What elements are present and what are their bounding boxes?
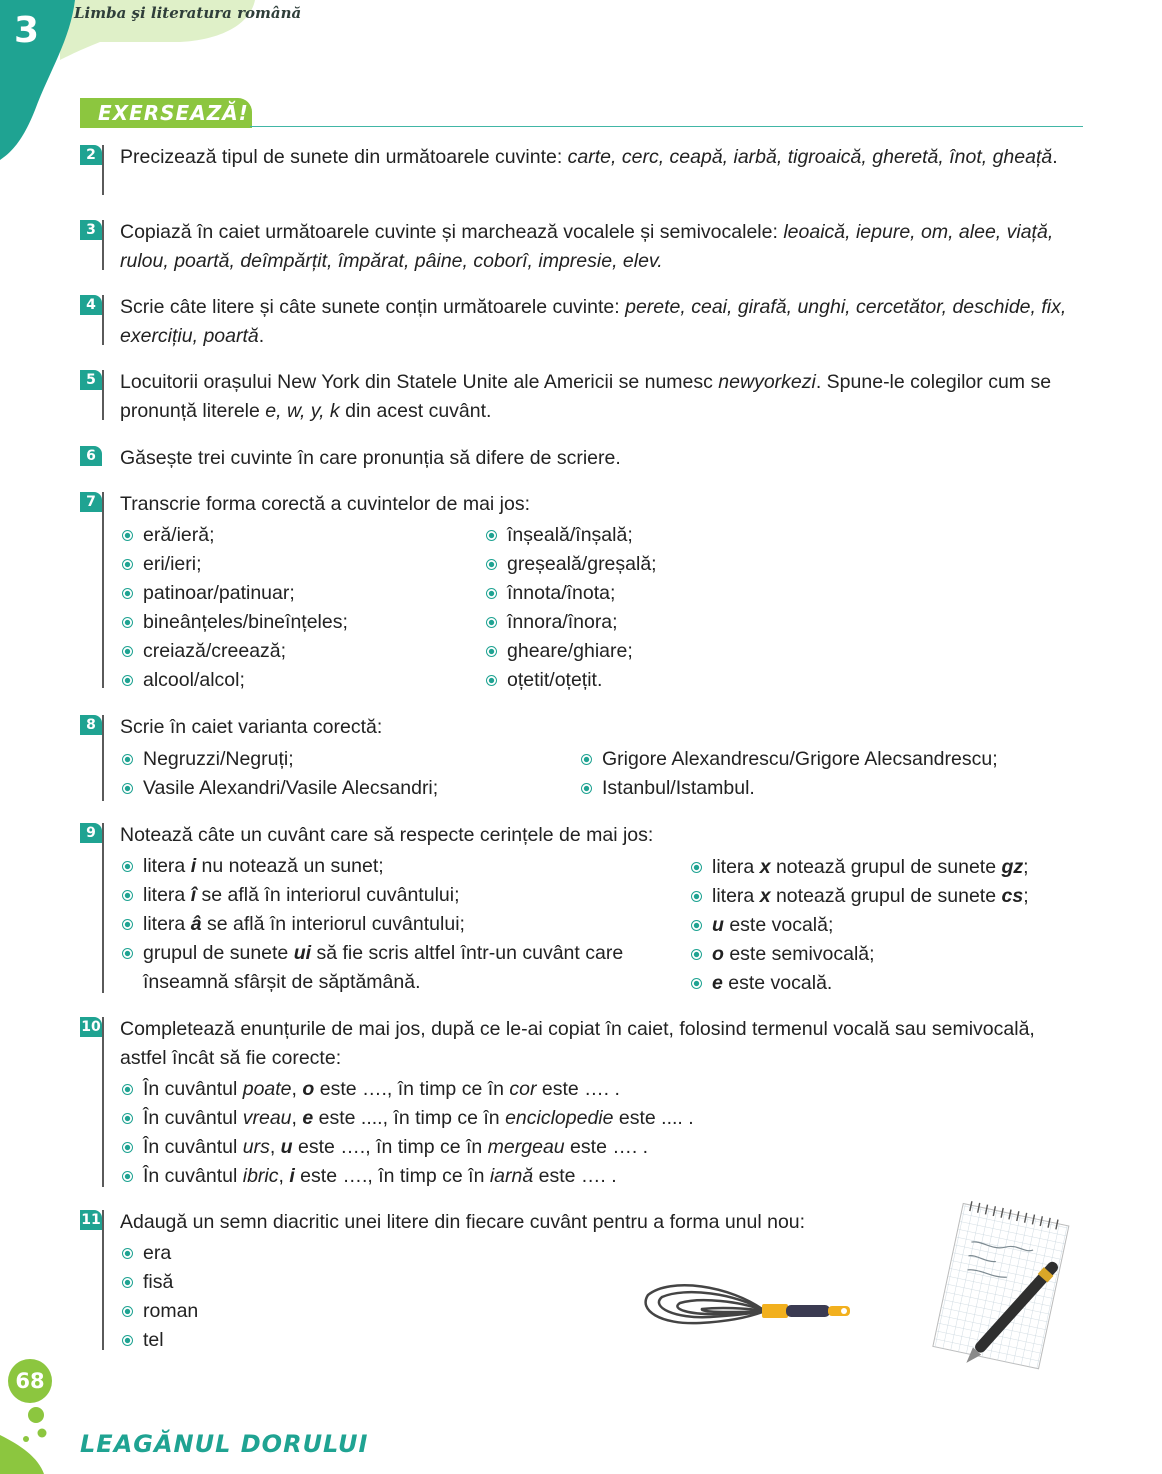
exercise-number: 7 <box>80 492 102 512</box>
list-item: oțetit/oțețit. <box>484 666 657 695</box>
exercise-4 <box>80 293 1084 353</box>
exercise-number: 2 <box>80 145 102 165</box>
list-item: tel <box>120 1326 198 1355</box>
list-item: înșeală/înșală; <box>484 521 657 550</box>
subject-title: Limba şi literatura română <box>74 4 302 22</box>
exercise-text: Completează enunțurile de mai jos, după ce le-ai copiat în caiet, folosind termenul vocală sau semivocală, astfel încât să fie corecte: <box>120 1018 1035 1069</box>
exercise-text: Precizează tipul de sunete din următoarele cuvinte: carte, cerc, ceapă, iarbă, tigroaică, gheretă, înot, gheață. <box>120 146 1058 168</box>
list-item: eră/ieră; <box>120 521 348 550</box>
footer-decoration <box>0 1405 60 1474</box>
list-item: înnora/înora; <box>484 608 657 637</box>
list-item: patinoar/patinuar; <box>120 579 348 608</box>
requirement-list-right <box>689 853 1029 998</box>
exercise-text: Scrie câte litere și câte sunete conțin următoarele cuvinte: perete, ceai, girafă, unghi, cercetător, deschide, fix, exercițiu, poartă. <box>120 296 1067 347</box>
list-item: În cuvântul poate, o este …., în timp ce în cor este …. . <box>120 1075 694 1104</box>
list-item: Vasile Alexandri/Vasile Alecsandri; <box>120 774 438 803</box>
list-item: Grigore Alexandrescu/Grigore Alecsandrescu; <box>579 745 998 774</box>
exercise-9 <box>80 821 1084 1001</box>
exercise-text: Transcrie forma corectă a cuvintelor de mai jos: <box>120 493 531 515</box>
exercise-number: 5 <box>80 370 102 390</box>
list-item: eri/ieri; <box>120 550 348 579</box>
list-item: grupul de sunete ui să fie scris altfel într-un cuvânt care înseamnă sfârșit de săptămână. <box>120 939 640 997</box>
exercise-number: 10 <box>81 1019 101 1035</box>
list-item: litera i nu notează un sunet; <box>120 852 640 881</box>
list-item: e este vocală. <box>689 969 1029 998</box>
list-item: În cuvântul vreau, e este ...., în timp ce în enciclopedie este .... . <box>120 1104 694 1133</box>
list-item: greșeală/greșală; <box>484 550 657 579</box>
exercise-bar <box>102 715 104 801</box>
exercise-bar <box>102 1017 104 1187</box>
exercise-number: 3 <box>80 220 102 240</box>
list-item: În cuvântul ibric, i este …., în timp ce în iarnă este …. . <box>120 1162 694 1191</box>
exercise-bar <box>102 370 104 420</box>
word-list-left <box>120 521 348 695</box>
exercise-bar <box>102 295 104 345</box>
list-item: u este vocală; <box>689 911 1029 940</box>
list-item: Istanbul/Istambul. <box>579 774 998 803</box>
list-item: bineânțeles/bineînțeles; <box>120 608 348 637</box>
exercise-number: 8 <box>80 715 102 735</box>
exercise-2 <box>80 143 1084 203</box>
exercise-bar <box>102 220 104 270</box>
page-number: 68 <box>8 1359 52 1403</box>
exercise-text: Copiază în caiet următoarele cuvinte și marchează vocalele și semivocalele: leoaică, iepure, om, alee, viață, rulou, poartă, deîmpărțit, împărat, pâine, coborî, impresie, elev. <box>120 221 1054 272</box>
word-list <box>120 1239 198 1355</box>
name-list-left <box>120 745 438 803</box>
list-item: Negruzzi/Negruți; <box>120 745 438 774</box>
exercise-10 <box>80 1015 1084 1191</box>
exercise-text: Notează câte un cuvânt care să respecte cerințele de mai jos: <box>120 824 654 846</box>
exercise-bar <box>102 145 104 195</box>
exercise-text: Locuitorii orașului New York din Statele Unite ale Americii se numesc newyorkezi. Spune-le colegilor cum se pronunță literele e, w, y, k din acest cuvânt. <box>120 371 1052 422</box>
word-list-right <box>484 521 657 695</box>
list-item: o este semivocală; <box>689 940 1029 969</box>
whisk-icon <box>640 1275 855 1340</box>
list-item: litera x notează grupul de sunete cs; <box>689 882 1029 911</box>
list-item: creiază/creează; <box>120 637 348 666</box>
exercise-5 <box>80 368 1084 428</box>
list-item: alcool/alcol; <box>120 666 348 695</box>
list-item: gheare/ghiare; <box>484 637 657 666</box>
list-item: era <box>120 1239 198 1268</box>
exercise-text: Scrie în caiet varianta corectă: <box>120 716 383 738</box>
exercise-7 <box>80 490 1084 696</box>
name-list-right <box>579 745 998 803</box>
section-divider <box>250 126 1083 127</box>
exercise-number: 11 <box>81 1212 101 1228</box>
list-item: litera x notează grupul de sunete gz; <box>689 853 1029 882</box>
notepad-pen-icon <box>925 1200 1087 1372</box>
list-item: înnota/înota; <box>484 579 657 608</box>
list-item: În cuvântul urs, u este …., în timp ce în mergeau este …. . <box>120 1133 694 1162</box>
exercise-bar <box>102 823 104 993</box>
list-item: fisă <box>120 1268 198 1297</box>
sentence-list <box>120 1075 694 1191</box>
exercise-number: 6 <box>80 446 102 466</box>
footer-title: LEAGĂNUL DORULUI <box>80 1430 369 1458</box>
requirement-list-left <box>120 852 640 997</box>
exercise-number: 4 <box>80 295 102 315</box>
exercise-8 <box>80 713 1084 803</box>
exercise-text: Găsește trei cuvinte în care pronunția să difere de scriere. <box>120 447 621 469</box>
exercise-bar <box>102 1210 104 1350</box>
exercise-3 <box>80 218 1084 278</box>
list-item: roman <box>120 1297 198 1326</box>
exercise-number: 9 <box>80 823 102 843</box>
exercise-text: Adaugă un semn diacritic unei litere din fiecare cuvânt pentru a forma unul nou: <box>120 1211 806 1233</box>
list-item: litera â se află în interiorul cuvântului; <box>120 910 640 939</box>
list-item: litera î se află în interiorul cuvântului; <box>120 881 640 910</box>
exercise-bar <box>102 492 104 688</box>
chapter-number: 3 <box>14 10 40 51</box>
exercise-6 <box>80 444 1084 474</box>
section-label: EXERSEAZĂ! <box>80 98 252 128</box>
